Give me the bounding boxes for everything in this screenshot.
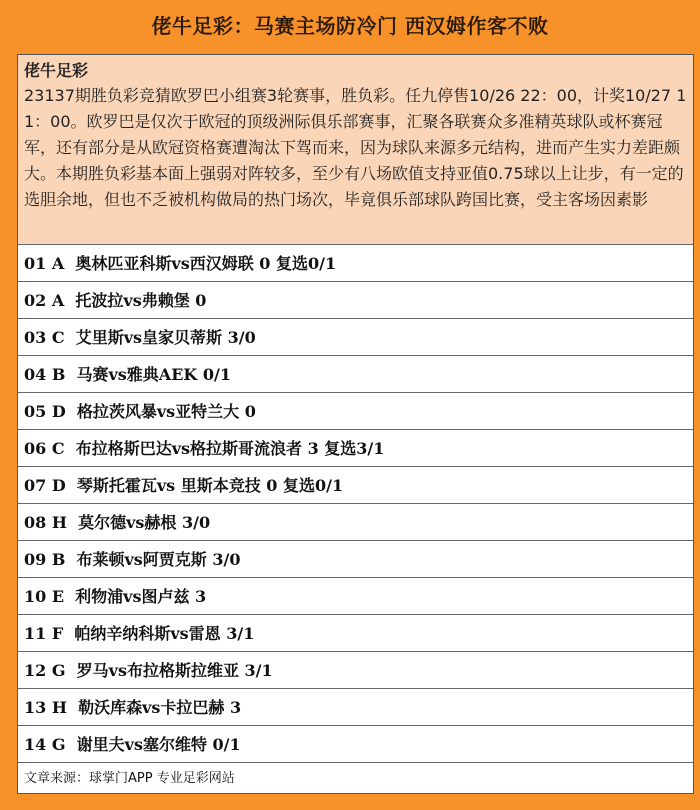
match-row (18, 615, 693, 652)
match-row (18, 689, 693, 726)
match-row (18, 430, 693, 467)
match-text: 12 G 罗马vs布拉格斯拉维亚 3/1 (24, 661, 273, 680)
intro-box (18, 55, 693, 245)
match-row (18, 319, 693, 356)
match-text: 11 F 帕纳辛纳科斯vs雷恩 3/1 (24, 624, 255, 643)
match-row (18, 282, 693, 319)
match-row (18, 245, 693, 282)
match-text: 14 G 谢里夫vs塞尔维特 0/1 (24, 735, 241, 754)
match-text: 06 C 布拉格斯巴达vs格拉斯哥流浪者 3 复选3/1 (24, 439, 385, 458)
match-text: 08 H 莫尔德vs赫根 3/0 (24, 513, 211, 532)
match-text: 03 C 艾里斯vs皇家贝蒂斯 3/0 (24, 328, 256, 347)
page-title: 佬牛足彩：马赛主场防冷门 西汉姆作客不败 (151, 14, 549, 38)
match-row (18, 541, 693, 578)
match-text: 10 E 利物浦vs图卢兹 3 (24, 587, 207, 606)
match-row (18, 578, 693, 615)
match-text: 09 B 布莱顿vs阿贾克斯 3/0 (24, 550, 241, 569)
content-panel (17, 54, 694, 794)
match-row (18, 652, 693, 689)
match-row (18, 393, 693, 430)
match-row (18, 504, 693, 541)
match-row (18, 726, 693, 763)
intro-heading: 佬牛足彩 (24, 61, 89, 80)
match-text: 13 H 勒沃库森vs卡拉巴赫 3 (24, 698, 242, 717)
match-row (18, 467, 693, 504)
match-text: 07 D 琴斯托霍瓦vs 里斯本竞技 0 复选0/1 (24, 476, 344, 495)
match-row (18, 356, 693, 393)
match-text: 05 D 格拉茨风暴vs亚特兰大 0 (24, 402, 256, 421)
match-text: 04 B 马赛vs雅典AEK 0/1 (24, 365, 232, 384)
match-text: 02 A 托波拉vs弗赖堡 0 (24, 291, 207, 310)
match-text: 01 A 奥林匹亚科斯vs西汉姆联 0 复选0/1 (24, 254, 337, 273)
intro-text: 23137期胜负彩竞猜欧罗巴小组赛3轮赛事，胜负彩。任九停售10/26 22：00，计奖10/27 11：00。欧罗巴是仅次于欧冠的顶级洲际俱乐部赛事，汇聚各联赛众多准精英球队或杯赛冠军，还有部分是从欧冠资格赛遭淘汰下驾而来，因为球队来源多元结构，进而产生实力差距颇大。本期胜负彩基本面上强弱对阵较多，至少有八场欧值支持亚值0.75球以上让步，有一定的选胆余地，但也不乏被机构做局的热门场次，毕竟俱乐部球队跨国比赛，受主客场因素影 (24, 86, 687, 209)
source-line: 文章来源：球掌门APP 专业足彩网站 (24, 771, 235, 786)
